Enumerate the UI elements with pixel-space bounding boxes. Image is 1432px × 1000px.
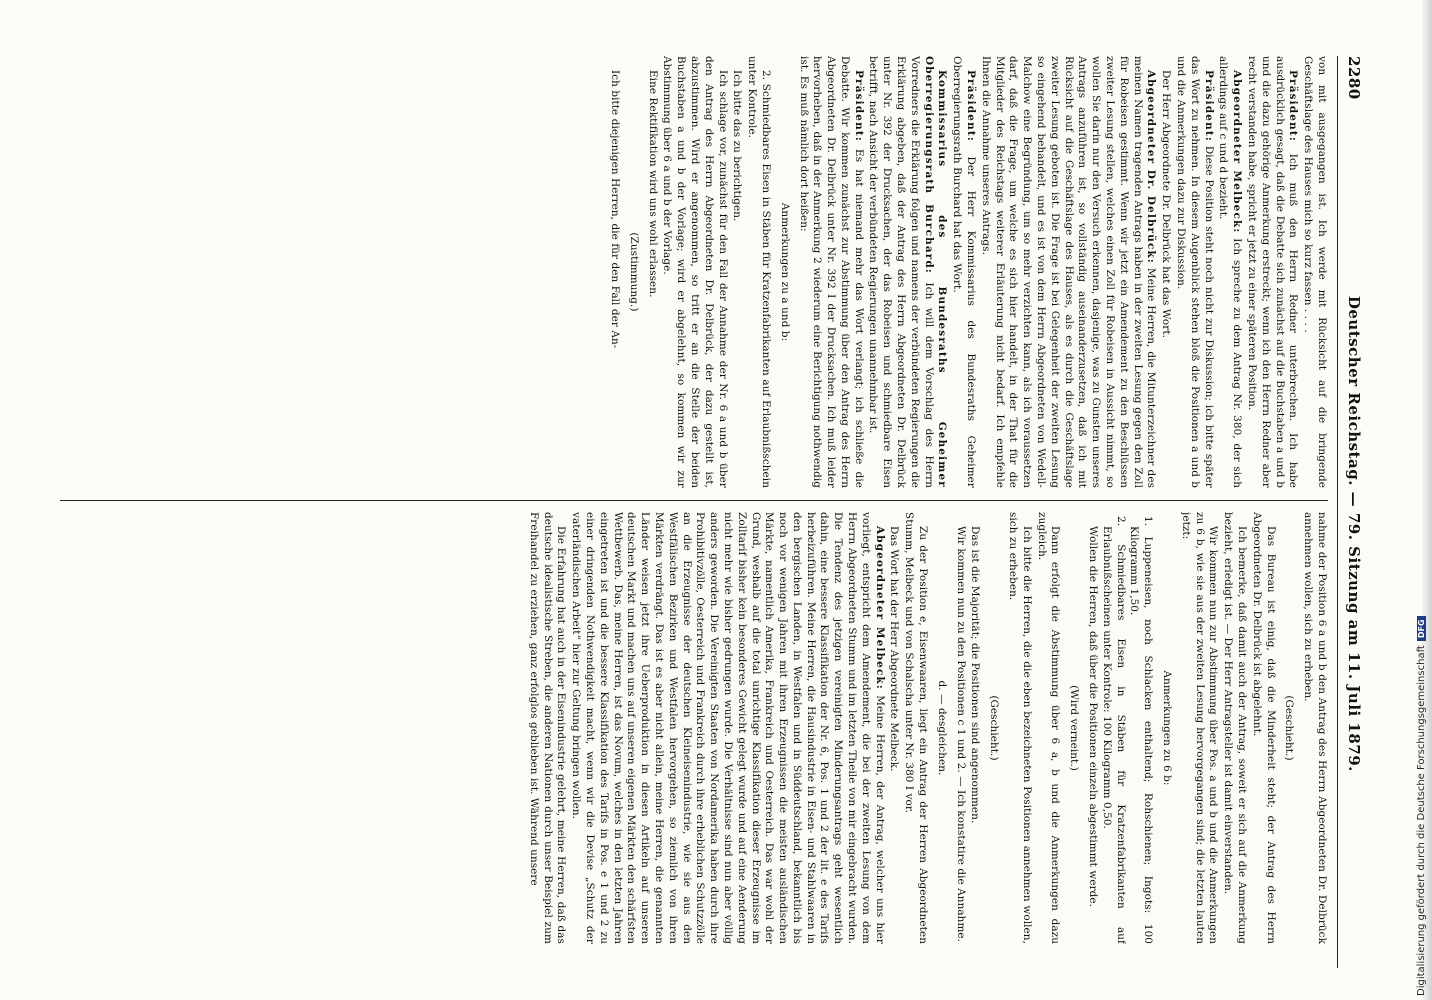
- paragraph-text: Ich bitte das zu berichtigen.: [731, 70, 744, 222]
- section-heading: [986, 512, 1000, 944]
- section-heading: [934, 512, 948, 944]
- paragraph: [968, 512, 982, 944]
- paragraph: [796, 56, 865, 488]
- paragraph: [887, 512, 901, 944]
- section-heading: [1159, 512, 1173, 944]
- paragraph-text: 2. Schmiedbares Eisen in Stäben für Kratzenfabrikanten auf Erlaubnißscheinen unter Kontrole: 100 Kilogramm 0,50.: [1100, 516, 1127, 944]
- paragraph-text: Ich will dem Vorschlag des Herrn Vorredners die Erklärung folgen und namens der verbündeten Regierungen die Erklärung abgeben, daß der Antrag des Herrn Abgeordneten Dr. Delbrück unter Nr. 392 der Drucksachen, der das Robeisen und schmiedbare Eisen betrifft, nach Ansicht der verbündeten Regierungen unannehmbar ist.: [867, 56, 935, 488]
- paragraph-text: Anmerkungen zu 6 b:: [1161, 670, 1174, 786]
- paragraph-text: Anmerkungen zu a und b:: [778, 202, 791, 342]
- section-heading: [1066, 512, 1080, 944]
- speaker-name: Abgeordneter Dr. Delbrück:: [1145, 70, 1158, 264]
- paragraph-text: Ich spreche zu dem Antrag Nr. 380, der sich allerdings auf c und d bezieht.: [1217, 56, 1244, 488]
- paragraph: [730, 56, 744, 488]
- paragraph-text: Der Herr Abgeordnete Dr. Delbrück hat das Wort.: [1160, 70, 1173, 339]
- speaker-name: Abgeordneter Melbeck:: [1231, 70, 1244, 234]
- speaker-name: Präsident:: [852, 70, 865, 142]
- paragraph-text: Ich bemerke, daß damit auch der Antrag, soweit er sich auf die Anmerkung bezieht, erledigt ist. — Der Herr Antragsteller ist damit einverstanden.: [1222, 512, 1249, 944]
- paragraph-text: nahme der Position 6 a und b den Antrag des Herrn Abgeordneten Dr. Delbrück annehmen wollen, sich zu erheben.: [1302, 512, 1328, 944]
- paragraph: [1244, 56, 1299, 488]
- paragraph: [660, 56, 729, 488]
- paragraph: [1005, 512, 1033, 944]
- paragraph-text: Wollen die Herren, daß über die Positionen einzeln abgestimmt werde.: [1087, 526, 1100, 908]
- paragraph: [1085, 512, 1099, 944]
- paragraph: [1034, 512, 1062, 944]
- paragraph: [1178, 512, 1219, 944]
- paragraph-text: Meine Herren, der Antrag, welcher uns hier vorliegt, entspricht dem Amendement, die bei der zweiten Lesung von dem Herrn Abgeordneten Stumm und im letzten Theile von mir eingebracht wurden. Die Tendenz des jetzigen vereinigten Minderungsantrags geht wesentlich dahin, eine bessere Klassifikation der Nr. 6, Pos. 1 und 2 der lit. e des Tarifs herbeizuführen. Meine Herren, die Hausindustrie in Eisen- und Stahlwaaren in den bergischen Landen, in Westfalen und in Süddeutschland, bekanntlich bis noch vor wenigen Jahren mit ihren Erzeugnissen die meisten ausländischen Märkte, namentlich Amerika, Frankreich und Oesterreich. Das war wohl der Grund, weshalb auf die total unrichtige Klassifikation dieser Erzeugnisse im Zolltarif bisher kein besonderes Gewicht gelegt wurde und auf eine Aenderung nicht mehr wie bisher gedrungen wurde. Die Verhältnisse sind nun aber völlig anders geworden. Die Vereinigten Staaten von Nordamerika haben durch ihre Prohibitivzölle, Oesterreich und Frankreich durch ihre erheblichen Schutzzölle an die Erzeugnisse der deutschen Kleineisenindustrie, wie sie aus den Westfälischen Bezirken und Westfalen hervorgehen, so ziemlich von ihren Märkten verdrängt. Das ist es aber nicht allein, meine Herren, die genannten Länder weisen jetzt ihre Ueberproduktion in diesen Artikeln auf unseren deutschen Markt und machen uns auf unseren eigenen Märkten den schärfsten Wettbewerb. Das, meine Herren, ist das Novum, welches in den letzten Jahren eingetreten ist und die bessere Klassifikation des Tarifs in Pos. e 1 und 2 zu einer dringenden Nothwendigkeit macht, wenn wir die Devise „Schutz der vaterländischen Arbeit“ hier zur Geltung bringen wollen.: [570, 512, 886, 944]
- paragraph-text: Ich bitte die Herren, die die eben bezeichneten Positionen annehmen wollen, sich zu erheben.: [1007, 512, 1033, 944]
- speaker-name: Präsident:: [965, 70, 978, 142]
- page-title: Deutscher Reichstag. — 79. Sitzung am 11. Juli 1879.: [1345, 295, 1363, 772]
- paragraph-text: (Zustimmung.): [627, 232, 640, 312]
- paragraph-text: d. — desgleichen.: [935, 680, 948, 776]
- paragraph-text: Die Erfahrung hat auch in der Eisenindustrie gelehrt, meine Herren, daß das deutsche idealistische Streben, die anderen Nationen durch unser Beispiel zum Freihandel zu erziehen, ganz erfolglos geblieben ist. Während unsere: [527, 512, 568, 944]
- speaker-name: Kommissarius des Bundesraths Geheimer Oberregierungsrath Burchard:: [922, 56, 949, 488]
- paragraph-text: Diese Position steht noch nicht zur Diskussion; ich bitte später das Wort zu nehmen. In diesem Augenblick stehen bloß die Positionen a und b und die Anmerkungen dazu zur Diskussion.: [1175, 56, 1215, 488]
- left-column: [60, 56, 1328, 488]
- paragraph: [1300, 512, 1328, 944]
- paragraph-text: Das ist die Majorität; die Positionen sind angenommen.: [969, 526, 982, 824]
- paragraph: [1249, 512, 1277, 944]
- list-item: [1127, 512, 1155, 944]
- paragraph-text: Ich schlage vor, zunächst für den Fall der Annahme der Nr. 6 a und b über den Antrag des Herrn Abgeordneten Dr. Delbrück, der dazu gestellt ist, abzustimmen. Wird er angenommen, so tritt er an die Stelle der beiden Buchstaben a und b der Vorlage; wird er abgelehnt, so kommen wir zur Abstimmung über 6 a und b der Vorlage.: [661, 56, 729, 488]
- paragraph: [607, 56, 621, 488]
- list-item: [1099, 512, 1127, 944]
- paragraph-text: Das Bureau ist einig, daß die Minderheit steht; der Antrag des Herrn Abgeordneten Dr. Delbrück ist abgelehnt.: [1250, 512, 1277, 944]
- column-divider: [60, 500, 1328, 501]
- paragraph-text: Der Herr Kommissarius des Bundesraths Geheimer Oberregierungsrath Burchard hat das Wort.: [951, 56, 978, 488]
- section-heading: [777, 56, 791, 488]
- credit-text: Digitalisierung gefördert durch die Deutsche Forschungsgemeinschaft: [1416, 645, 1427, 996]
- paragraph-text: Dann erfolgt die Abstimmung über 6 a, b und die Anmerkungen dazu zugleich.: [1035, 512, 1062, 944]
- paragraph: [901, 512, 929, 944]
- dfg-logo: DFG: [1417, 616, 1426, 641]
- paragraph: [1173, 56, 1214, 488]
- paragraph: [568, 512, 885, 944]
- paragraph: [1216, 56, 1244, 488]
- paragraph: [1158, 56, 1172, 488]
- paragraph-text: Wir kommen nun zu den Positionen c 1 und 2. — Ich konstatire die Annahme.: [954, 526, 967, 943]
- paragraph-text: 1. Luppeneisen, noch Schlacken enthaltend; Rohschienen; Ingots: 100 Kilogramm 1,50.: [1128, 516, 1155, 944]
- paragraph-text: Das Wort hat der Herr Abgeordnete Melbeck.: [888, 526, 901, 772]
- paragraph: [1220, 512, 1248, 944]
- paragraph-text: Ich muß den Herrn Redner unterbrechen. Ich habe ausdrücklich gesagt, daß die Debatte sich zunächst auf die Buchstaben a und b und die dazu gehörige Anmerkung erstreckt; wenn ich den Herrn Redner aber recht verstanden habe, spricht er jetzt zu einer späteren Position.: [1246, 56, 1300, 488]
- paragraph-text: Zu der Position e, Eisenwaaren, liegt ein Antrag der Herren Abgeordneten Stumm, Melbeck und von Schalscha unter Nr. 380 I vor.: [903, 512, 930, 944]
- paragraph: [953, 512, 967, 944]
- page-header: [1340, 56, 1368, 968]
- section-heading: [626, 56, 640, 488]
- paragraph-text: Meine Herren, die Mitunterzeichner des meinen Namen tragenden Antrags haben in der zweiten Lesung gegen den Zoll für Robeisen gestimmt. Wenn wir jetzt ein Amendement zu den Beschlüssen zweiter Lesung stellen, welches einen Zoll für Robeisen in Aussicht nimmt, so wollen Sie darin nur den Versuch erkennen, dasjenige, was zu Gunsten unseres Antrags anzuführen ist, so vollständig auseinanderzusetzen, daß ich mit Rücksicht auf die Geschäftslage des Hauses, als es durch die Geschäftslage zweiter Lesung geboten ist. Die Frage ist bei Gelegenheit der zweiten Lesung so eingehend behandelt, und es ist von dem Herrn Abgeordneten von Wedell-Malchow eine Begründung, um so mehr verzichten kann, als ich voraussetzen darf, daß die Frage, um welche es sich hier handelt, in der That für die Mitglieder des Reichstags weiterer Erläuterung nicht bedarf. Ich empfehle Ihnen die Annahme unseres Antrags.: [979, 56, 1158, 488]
- right-column: [60, 512, 1328, 944]
- paragraph-text: Ich bitte diejenigen Herren, die für den Fall der An-: [608, 70, 621, 349]
- paragraph-text: von mit ausgegangen ist. Ich werde mit Rücksicht auf die bringende Geschäftslage des Hauses mich so kurz fassen . . . .: [1302, 56, 1328, 488]
- digitization-credit: [1416, 616, 1427, 996]
- paragraph-text: (Geschieht.): [1283, 695, 1296, 761]
- paragraph: [949, 56, 977, 488]
- paragraph: [744, 56, 772, 488]
- paragraph: [1300, 56, 1328, 488]
- speaker-name: Präsident:: [1202, 70, 1215, 142]
- speaker-name: Abgeordneter Melbeck:: [873, 526, 886, 690]
- header-rule: [1337, 56, 1338, 968]
- paragraph: [866, 56, 949, 488]
- paragraph-text: (Wird verneint.): [1068, 685, 1081, 771]
- speaker-name: Präsident:: [1287, 70, 1300, 142]
- section-heading: [1282, 512, 1296, 944]
- paragraph: [978, 56, 1157, 488]
- paragraph-text: Wir kommen nun zur Abstimmung über Pos. a und b und die Anmerkungen zu 6 b, wie sie aus der zweiten Lesung hervorgegangen sind; die letzten lauten jetzt:: [1179, 512, 1220, 944]
- paragraph-text: 2. Schmiedbares Eisen in Stäben für Kratzenfabrikanten auf Erlaubnißschein unter Kontrole.: [746, 56, 772, 488]
- paragraph-text: Eine Rektifikation wird uns wohl erlassen.: [646, 70, 659, 298]
- paragraph-text: (Geschieht.): [988, 695, 1001, 761]
- paragraph-text: Es hat niemand mehr das Wort verlangt; ich schließe die Debatte. Wir kommen zunächst zur Abstimmung über den Antrag des Herrn Abgeordneten Dr. Delbrück unter Nr. 392 I der Drucksachen. Ich muß leider hervorheben, daß in der Anmerkung 2 wiederum eine Berichtigung nothwendig ist. Es muß nämlich dort heißen:: [797, 56, 865, 488]
- paragraph: [526, 512, 567, 944]
- page-number: 2280: [1345, 56, 1363, 100]
- paragraph: [645, 56, 659, 488]
